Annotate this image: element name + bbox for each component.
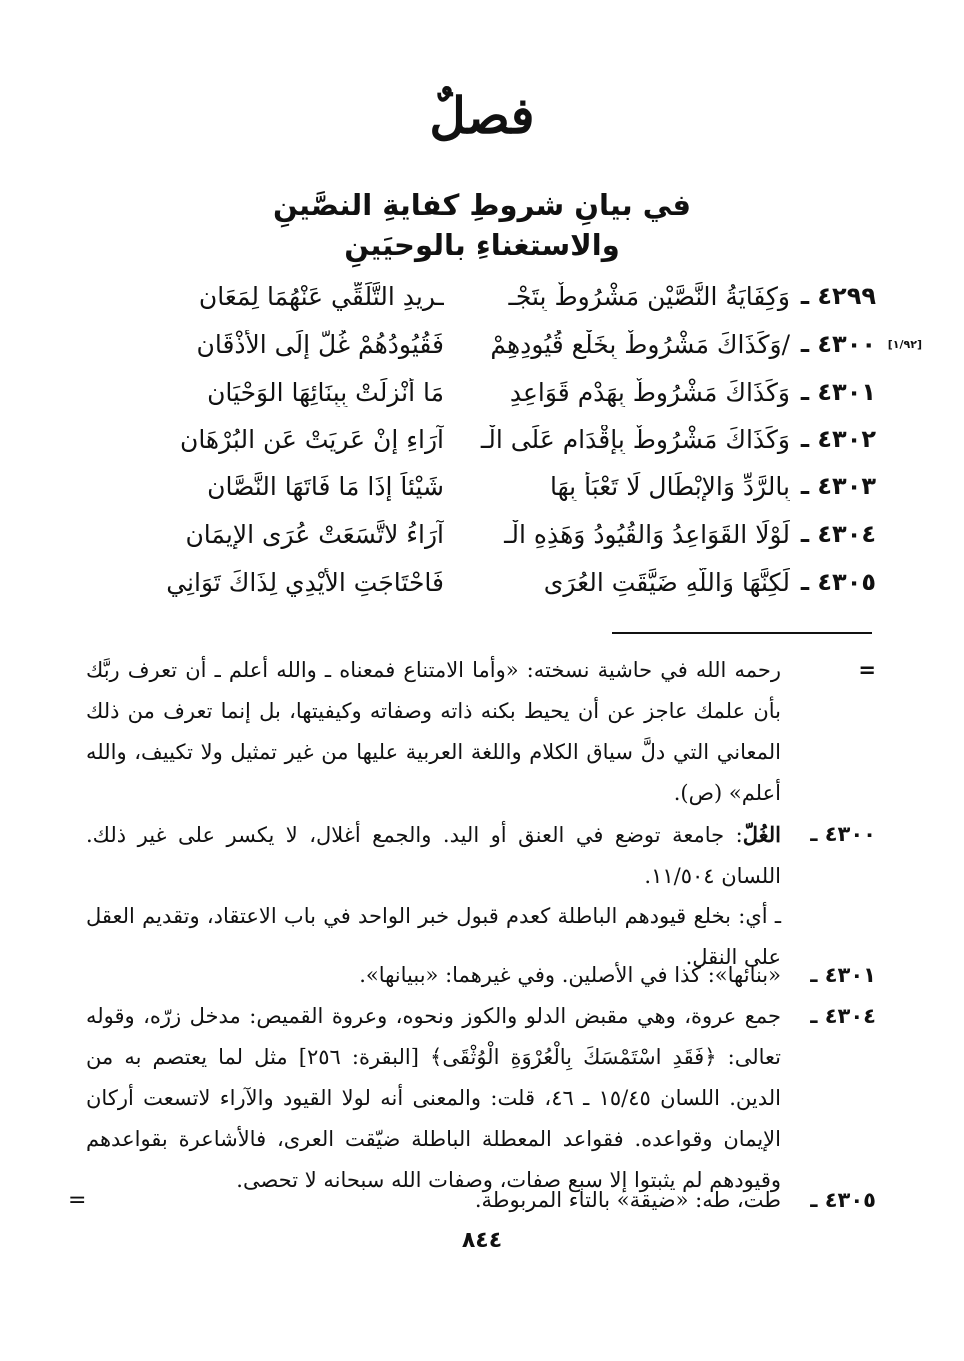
footnote-body: ـ أي: بخلع قيودهم الباطلة كعدم قبول خبر الواحد في باب الاعتقاد، وتقديم العقل على النقل.: [86, 904, 781, 969]
footnote-text: [86, 996, 781, 1201]
section-subtitle-line-2: والاستغناءِ بالوحيَينِ: [344, 228, 620, 262]
verse-number: ٤٣٠٥ ـ: [800, 568, 876, 596]
footnote-body: رحمه الله في حاشية نسخته: «وأما الامتناع فمعناه ـ والله أعلم ـ أن تعرف ربَّك بأن علمك عاجز عن أن يحيط بكنه ذاته وصفاته وكيفيتها، بل إنما تعرف من ذلك المعاني التي دلَّ سياق الكلام واللغة العربية عليها من غير تمثيل ولا تكييف، والله أعلم» (ص).: [86, 658, 781, 805]
verse-number: ٤٣٠١ ـ: [800, 378, 876, 406]
footnote-text: [86, 814, 781, 897]
footnote-number: ٤٣٠٠ ـ: [810, 822, 876, 846]
verse-first-hemistich: /وَكَذَاكَ مَشْرُوطٌ بِخَلْعِ قُيُودِهِمْ: [490, 330, 790, 359]
verse-line: [0, 520, 964, 560]
page-number: ٨٤٤: [461, 1228, 503, 1253]
verse-line: [0, 568, 964, 608]
verse-number: ٤٣٠٠ ـ: [800, 330, 876, 358]
verse-first-hemistich: وَكَذَاكَ مَشْرُوطٌ بِإِقْدَامٍ عَلَى الْـ: [480, 425, 790, 454]
verse-first-hemistich: بِالرَّدِّ وَالإِبْطَالِ لَا تَعْبَأْ بِهَا: [550, 472, 790, 501]
verse-line: [0, 472, 964, 512]
verse-number: ٤٢٩٩ ـ: [800, 282, 876, 310]
footnote-body: طت، طه: «ضيقة» بالتاء المربوطة.: [474, 1188, 781, 1212]
footnote-continuation-mark: =: [858, 658, 876, 682]
footnote-body: «بنائها»: كذا في الأصلين. وفي غيرهما: «ببيانها».: [359, 963, 781, 987]
verse-line: [0, 282, 964, 322]
verse-second-hemistich: شَيْئاً إِذَا مَا فَاتَهَا النَّصَّانِ: [207, 472, 444, 501]
footnote-headword: الغُلّ: [742, 822, 781, 847]
continuation-mark: =: [68, 1188, 87, 1213]
verse-line: [0, 378, 964, 418]
footnote-body: جمع عروة، وهي مقبض الدلو والكوز ونحوه، وعروة القميص: مدخل زرّه، وقوله تعالى: ﴿فَقَدِ اسْتَمْسَكَ بِالْعُرْوَةِ الْوُثْقَى﴾ [البقرة: ٢٥٦] مثل لما يعتصم به من الدين. اللسان ١٥/٤٥ ـ ٤٦، قلت: والمعنى أنه لولا القيود والآراء لاتسعت أركان الإيمان وقواعده. فقواعد المعطلة الباطلة ضيّقت العرى، فالأشاعرة بقواعدهم وقيودهم لم يثبتوا إلا سبع صفات، وصفات الله سبحانه لا تحصى.: [86, 1004, 782, 1192]
verse-first-hemistich: لَوْلَا القَوَاعِدُ وَالقُيُودُ وَهَذِهِ الْـ: [504, 520, 790, 549]
footnote-number: ٤٣٠١ ـ: [810, 963, 876, 987]
footnote-number: ٤٣٠٤ ـ: [810, 1004, 876, 1028]
footnote-text: [86, 955, 781, 996]
manuscript-folio-marker: [١/٩٢]: [887, 338, 922, 351]
verse-second-hemistich: فَقُيُودُهُمْ غُلٌّ إِلَى الأَذْقَانِ: [196, 330, 444, 359]
footnote-text: [86, 650, 781, 814]
verse-second-hemistich: آرَاءُ لاتَّسَعَتْ عُرَى الإِيمَانِ: [185, 520, 444, 549]
footnote-number: ٤٣٠٥ ـ: [810, 1188, 876, 1212]
section-heading: فصلٌ: [429, 86, 535, 145]
verse-line: [0, 330, 964, 370]
verse-second-hemistich: آرَاءِ إِنْ عَرِيَتْ عَنِ البُرْهَانِ: [179, 425, 444, 454]
verse-number: ٤٣٠٢ ـ: [800, 425, 876, 453]
verse-first-hemistich: وَكِفَايَةُ النَّصَّيْنِ مَشْرُوطٌ بِتَجْـ: [508, 282, 790, 311]
section-subtitle-line-1: في بيانِ شروطِ كفايةِ النصَّينِ: [272, 188, 692, 222]
verse-number: ٤٣٠٣ ـ: [800, 472, 876, 500]
footnote-separator: [612, 632, 872, 634]
footnote-text: [86, 1180, 781, 1221]
verse-first-hemistich: وَكَذَاكَ مَشْرُوطٌ بِهَدْمِ قَوَاعِدِ: [509, 378, 790, 407]
verse-number: ٤٣٠٤ ـ: [800, 520, 876, 548]
verse-first-hemistich: لَكِنَّهَا وَاللَّهِ ضَيَّقَتِ العُرَى: [543, 568, 790, 597]
verse-second-hemistich: مَا أُنْزِلَتْ بِبِنَائِهَا الوَحْيَانِ: [207, 378, 444, 407]
footnote-body: : جامعة توضع في العنق أو اليد. والجمع أغلال، لا يكسر على غير ذلك. اللسان ١١/٥٠٤.: [86, 823, 781, 888]
verse-second-hemistich: فَاحْتَاجَتِ الأَيْدِي لِذَاكَ تَوَانِي: [166, 568, 444, 597]
verse-line: [0, 425, 964, 465]
verse-second-hemistich: ـرِيدِ التَّلَقِّي عَنْهُمَا لِمَعَانِ: [198, 282, 444, 311]
